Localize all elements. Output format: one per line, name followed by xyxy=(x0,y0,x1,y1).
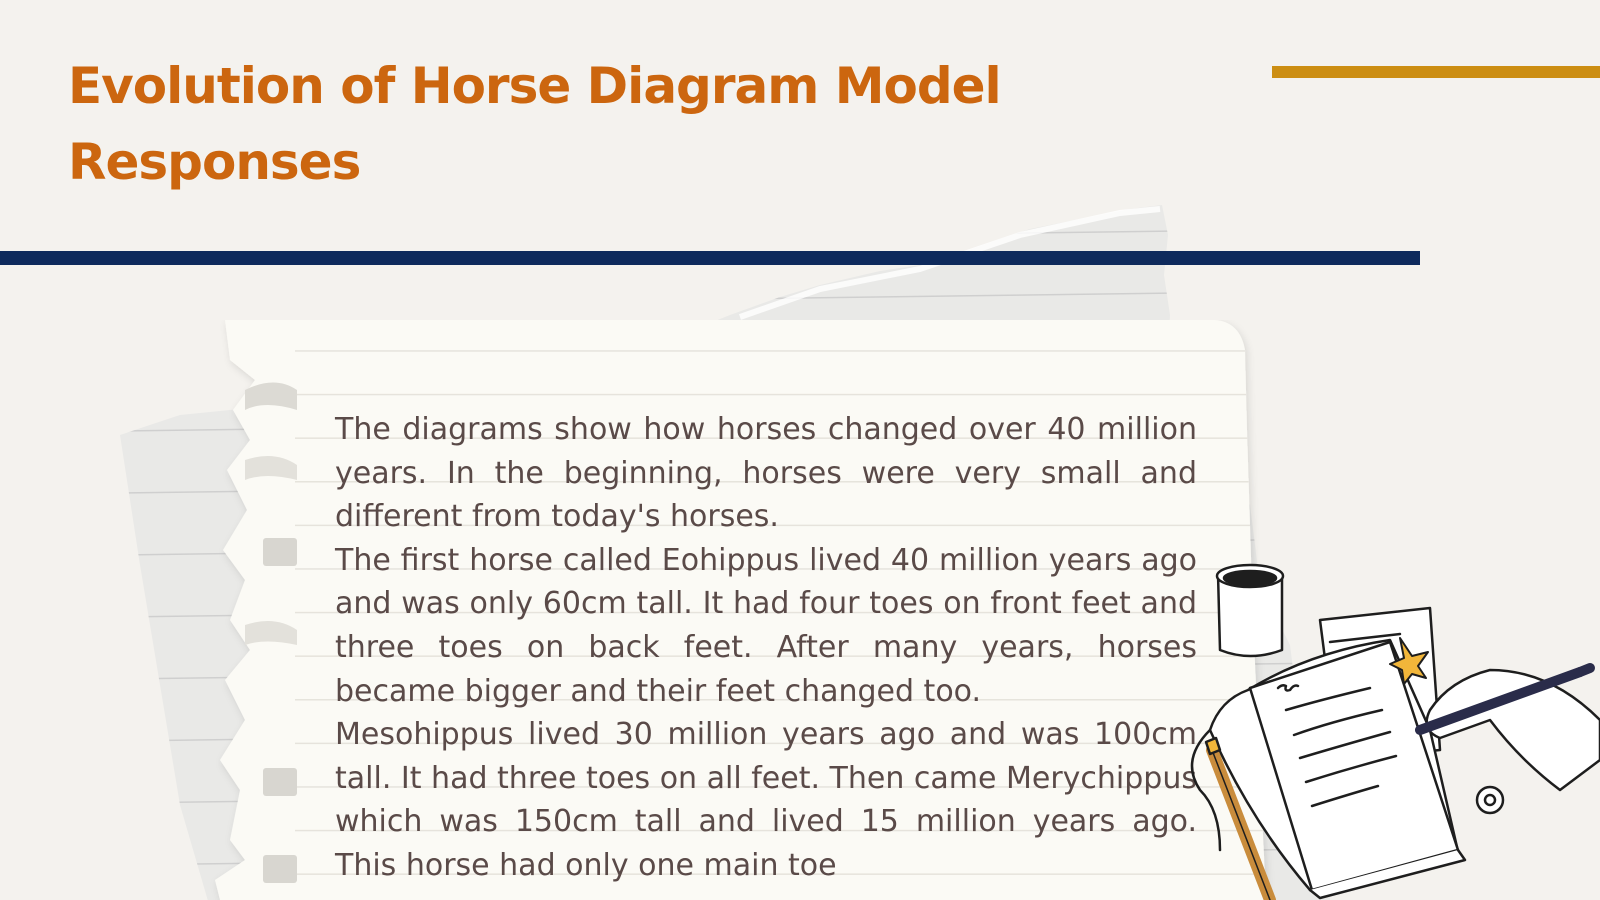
response-text xyxy=(335,408,1197,888)
hand-with-pen-icon xyxy=(1420,668,1600,790)
page-title: Evolution of Horse Diagram Model Responses xyxy=(68,57,1001,191)
paragraph-2: The first horse called Eohippus lived 40 million years ago and was only 60cm tall. It had four toes on front feet and three toes on back feet. After many years, horses became bigger and their feet changed too. xyxy=(335,542,1197,709)
divider-line xyxy=(0,251,1420,265)
desk-notebook-coffee-pen-illustration xyxy=(1190,560,1600,900)
accent-line xyxy=(1272,66,1600,78)
paragraph-3: Mesohippus lived 30 million years ago and was 100cm tall. It had three toes on all feet. Then came Merychippus which was 150cm tall and lived 15 million years ago. This horse had only one main toe xyxy=(335,717,1197,883)
tape-measure-icon xyxy=(1477,787,1503,813)
coffee-cup-icon xyxy=(1217,565,1283,656)
paragraph-1: The diagrams show how horses changed over 40 million years. In the beginning, horses were very small and different from today's horses. xyxy=(335,412,1197,535)
